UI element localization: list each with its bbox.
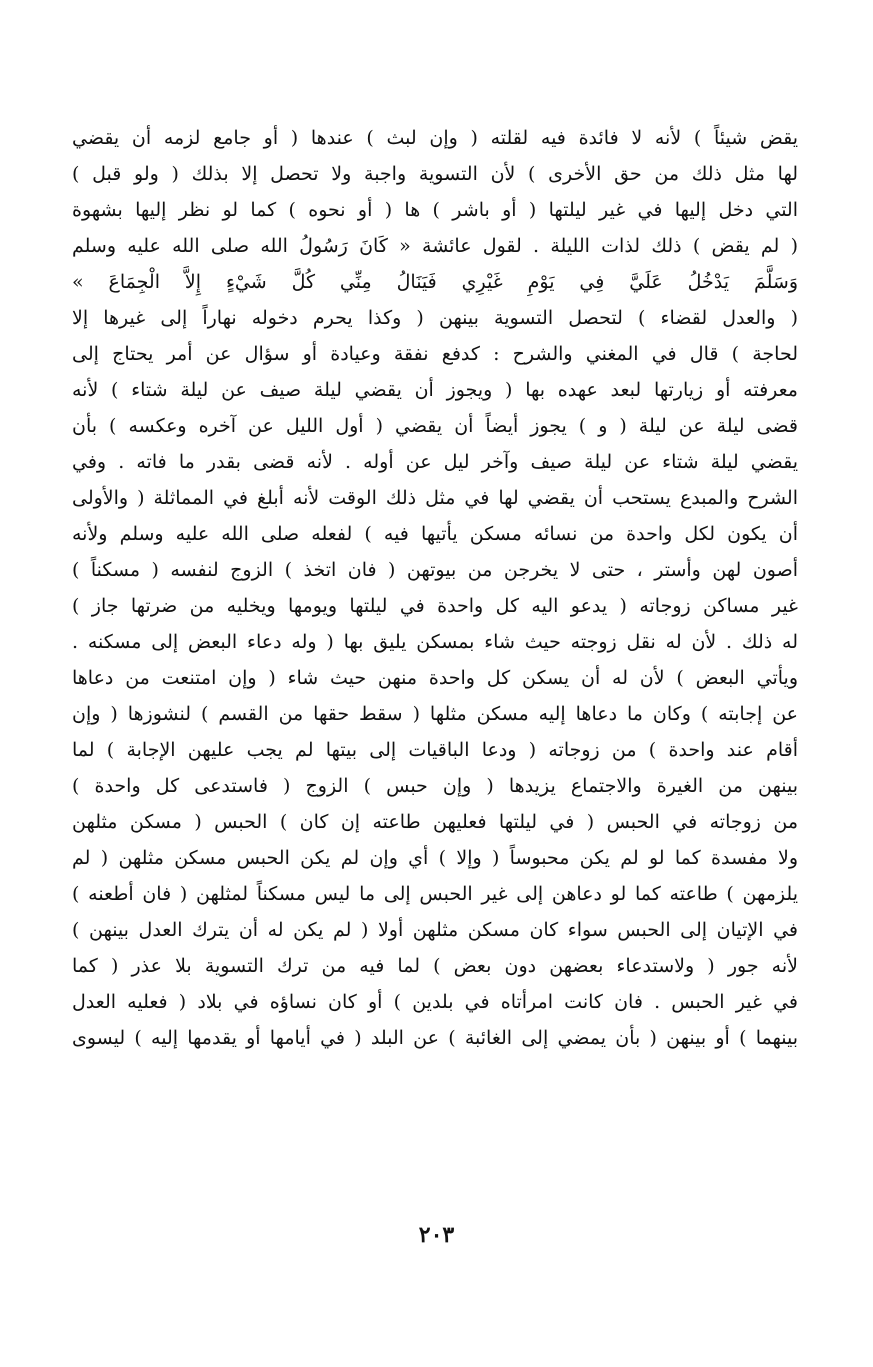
text-line: يقض شيئاً ) لأنه لا فائدة فيه لقلته ( وإن لبث ) عندها ( أو جامع لزمه أن يقضي [72, 127, 798, 149]
text-line: في غير الحبس . فان كانت امرأتاه في بلدين ) أو كان نساؤه في بلاد ( فعليه العدل [72, 991, 798, 1013]
text-line: في الإتيان إلى الحبس سواء كان مسكن مثلهن أولا ( لم يكن له أن يترك العدل بينهن ) [72, 919, 798, 941]
text-line: بينهن من الغيرة والاجتماع يزيدها ( وإن حبس ) الزوج ( فاستدعى كل واحدة ) [72, 775, 798, 797]
text-line: الشرح والمبدع يستحب أن يقضي لها في مثل ذلك الوقت لأنه أبلغ في المماثلة ( والأولى [72, 487, 798, 509]
text-line: معرفته أو زيارتها لبعد عهده بها ( ويجوز أن يقضي ليلة صيف عن ليلة شتاء ) لأنه [72, 379, 798, 401]
text-line: يقضي ليلة شتاء عن ليلة صيف وآخر ليل عن أوله . لأنه قضى بقدر ما فاته . وفي [72, 451, 798, 473]
body-text [72, 120, 798, 1056]
text-line: لحاجة ) قال في المغني والشرح : كدفع نفقة وعيادة أو سؤال عن أمر يحتاج إلى [72, 343, 798, 365]
text-line: ( لم يقض ) ذلك لذات الليلة . لقول عائشة « كَانَ رَسُولُ الله صلى الله عليه وسلم [72, 235, 798, 257]
text-line: من زوجاته في الحبس ( في ليلتها فعليهن طاعته إن كان ) الحبس ( مسكن مثلهن [72, 811, 798, 833]
text-line: التي دخل إليها في غير ليلتها ( أو باشر ) ها ( أو نحوه ) كما لو نظر إليها بشهوة [72, 199, 798, 221]
text-line: لأنه جور ( ولاستدعاء بعضهن دون بعض ) لما فيه من ترك التسوية بلا عذر ( كما [72, 955, 798, 977]
text-line: يلزمهن ) طاعته كما لو دعاهن إلى غير الحبس إلى ما ليس مسكناً لمثلهن ( فان أطعنه ) [72, 883, 798, 905]
page-number: ٢٠٣ [418, 1222, 455, 1248]
text-line: أقام عند واحدة ) من زوجاته ( ودعا الباقيات إلى بيتها لم يجب عليهن الإجابة ) لما [72, 739, 798, 761]
text-line: وَسَلَّمَ يَدْخُلُ عَلَيَّ فِي يَوْمِ غَيْرِي فَيَنَالُ مِنِّي كُلَّ شَيْءٍ إِلاَّ الْجِمَاعَ » [72, 271, 798, 293]
text-line: له ذلك . لأن له نقل زوجته حيث شاء بمسكن يليق بها ( وله دعاء البعض إلى مسكنه . [72, 631, 798, 653]
text-line: عن إجابته ) وكان ما دعاها إليه مسكن مثلها ( سقط حقها من القسم ) لنشوزها ( وإن [72, 703, 798, 725]
text-line: أصون لهن وأستر ، حتى لا يخرجن من بيوتهن ( فان اتخذ ) الزوج لنفسه ( مسكناً ) [72, 559, 798, 581]
text-line: ولا مفسدة كما لو لم يكن محبوساً ( وإلا ) أي وإن لم يكن الحبس مسكن مثلهن ( لم [72, 847, 798, 869]
text-line: لها مثل ذلك من حق الأخرى ) لأن التسوية واجبة ولا تحصل إلا بذلك ( ولو قبل ) [72, 163, 798, 185]
text-line: بينهما ) أو بينهن ( بأن يمضي إلى الغائبة ) عن البلد ( في أيامها أو يقدمها إليه ) ليسوى [72, 1027, 798, 1049]
text-line: أن يكون لكل واحدة من نسائه مسكن يأتيها فيه ) لفعله صلى الله عليه وسلم ولأنه [72, 523, 798, 545]
text-line: قضى ليلة عن ليلة ( و ) يجوز أيضاً أن يقضي ( أول الليل عن آخره وعكسه ) بأن [72, 415, 798, 437]
text-line: غير مساكن زوجاته ( يدعو اليه كل واحدة في ليلتها ويومها ويخليه من ضرتها جاز ) [72, 595, 798, 617]
text-line: ( والعدل لقضاء ) لتحصل التسوية بينهن ( وكذا يحرم دخوله نهاراً إلى غيرها إلا [72, 307, 798, 329]
text-line: ويأتي البعض ) لأن له أن يسكن كل واحدة منهن حيث شاء ( وإن امتنعت من دعاها [72, 667, 798, 689]
